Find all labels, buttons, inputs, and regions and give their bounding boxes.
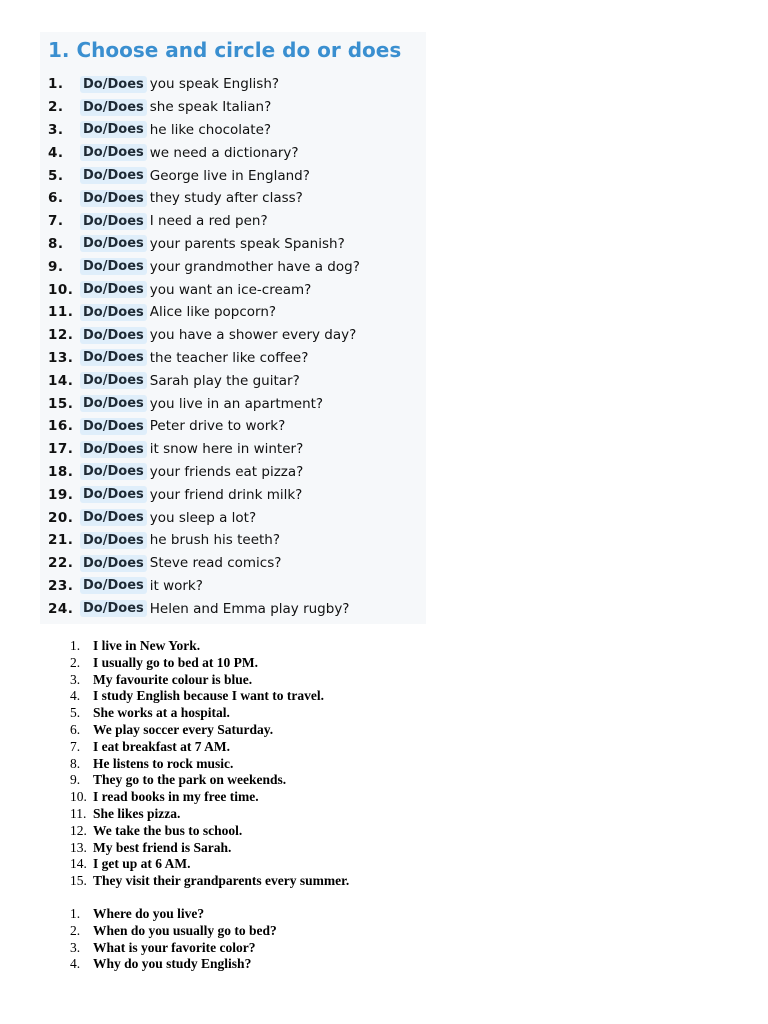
list-number: 15. xyxy=(70,873,87,889)
question-text: she speak Italian? xyxy=(149,99,272,116)
item-number: 3. xyxy=(48,121,64,138)
list-text: My favourite colour is blue. xyxy=(93,671,253,687)
item-number: 21. xyxy=(48,532,74,549)
worksheet-row xyxy=(40,141,360,164)
list-text: I live in New York. xyxy=(93,638,201,653)
sentence-item xyxy=(70,655,349,672)
question-text: I need a red pen? xyxy=(149,213,268,230)
item-number: 23. xyxy=(48,577,74,594)
item-number: 15. xyxy=(48,395,74,412)
question-text: it work? xyxy=(149,577,203,594)
questions-list xyxy=(70,906,277,973)
question-text: you want an ice-cream? xyxy=(149,281,312,298)
list-number: 4. xyxy=(70,956,81,972)
list-number: 11. xyxy=(70,805,87,821)
do-does-choice: Do/Does xyxy=(80,372,147,389)
question-text: he brush his teeth? xyxy=(149,532,281,549)
worksheet-row xyxy=(40,210,360,233)
worksheet-row xyxy=(40,301,360,324)
item-number: 11. xyxy=(48,304,74,321)
worksheet-row xyxy=(40,255,360,278)
item-number: 24. xyxy=(48,600,74,617)
list-text: I eat breakfast at 7 AM. xyxy=(93,738,230,754)
do-does-choice: Do/Does xyxy=(80,281,147,298)
worksheet-row xyxy=(40,96,360,119)
worksheet-row xyxy=(40,575,360,598)
question-item xyxy=(70,940,277,957)
list-text: I read books in my free time. xyxy=(93,789,259,805)
sentence-item xyxy=(70,789,349,806)
item-number: 14. xyxy=(48,372,74,389)
worksheet-row xyxy=(40,324,360,347)
question-text: Sarah play the guitar? xyxy=(149,372,300,389)
do-does-choice: Do/Does xyxy=(80,509,147,526)
question-text: Peter drive to work? xyxy=(149,418,286,435)
list-number: 2. xyxy=(70,654,81,670)
list-text: We play soccer every Saturday. xyxy=(93,721,274,737)
worksheet-question-list xyxy=(40,73,360,620)
worksheet-row xyxy=(40,347,360,370)
list-text: What is your favorite color? xyxy=(93,939,256,955)
worksheet-row xyxy=(40,278,360,301)
worksheet-row xyxy=(40,233,360,256)
question-text: your parents speak Spanish? xyxy=(149,235,345,252)
list-number: 3. xyxy=(70,939,81,955)
list-text: They go to the park on weekends. xyxy=(93,772,287,788)
item-number: 4. xyxy=(48,144,64,161)
do-does-choice: Do/Does xyxy=(80,577,147,594)
do-does-choice: Do/Does xyxy=(80,258,147,275)
do-does-choice: Do/Does xyxy=(80,486,147,503)
sentence-item xyxy=(70,705,349,722)
list-number: 5. xyxy=(70,705,81,721)
worksheet-image xyxy=(40,32,426,624)
list-number: 12. xyxy=(70,822,87,838)
sentence-item xyxy=(70,873,349,890)
item-number: 1. xyxy=(48,76,64,93)
list-text: I study English because I want to travel. xyxy=(93,688,325,704)
do-does-choice: Do/Does xyxy=(80,532,147,549)
do-does-choice: Do/Does xyxy=(80,395,147,412)
worksheet-row xyxy=(40,119,360,142)
question-text: he like chocolate? xyxy=(149,121,272,138)
list-number: 7. xyxy=(70,738,81,754)
list-text: Where do you live? xyxy=(93,906,205,921)
do-does-choice: Do/Does xyxy=(80,463,147,480)
sentence-item xyxy=(70,806,349,823)
question-text: we need a dictionary? xyxy=(149,144,299,161)
do-does-choice: Do/Does xyxy=(80,441,147,458)
list-text: He listens to rock music. xyxy=(93,755,234,771)
question-text: you speak English? xyxy=(149,76,280,93)
question-text: your friends eat pizza? xyxy=(149,463,304,480)
do-does-choice: Do/Does xyxy=(80,144,147,161)
sentence-item xyxy=(70,856,349,873)
do-does-choice: Do/Does xyxy=(80,190,147,207)
list-text: I get up at 6 AM. xyxy=(93,856,191,872)
list-text: They visit their grandparents every summer. xyxy=(93,873,350,889)
do-does-choice: Do/Does xyxy=(80,235,147,252)
question-text: Helen and Emma play rugby? xyxy=(149,600,350,617)
item-number: 12. xyxy=(48,327,74,344)
sentence-item xyxy=(70,823,349,840)
item-number: 10. xyxy=(48,281,74,298)
worksheet-row xyxy=(40,506,360,529)
list-number: 14. xyxy=(70,856,87,872)
item-number: 19. xyxy=(48,486,74,503)
item-number: 20. xyxy=(48,509,74,526)
worksheet-row xyxy=(40,415,360,438)
worksheet-row xyxy=(40,164,360,187)
answer-sentences-list xyxy=(70,638,349,890)
do-does-choice: Do/Does xyxy=(80,99,147,116)
sentence-item xyxy=(70,840,349,857)
do-does-choice: Do/Does xyxy=(80,327,147,344)
question-text: you have a shower every day? xyxy=(149,327,357,344)
sentence-item xyxy=(70,688,349,705)
question-text: the teacher like coffee? xyxy=(149,349,309,366)
list-text: She likes pizza. xyxy=(93,805,181,821)
list-text: My best friend is Sarah. xyxy=(93,839,232,855)
list-text: We take the bus to school. xyxy=(93,822,243,838)
item-number: 5. xyxy=(48,167,64,184)
item-number: 13. xyxy=(48,349,74,366)
item-number: 2. xyxy=(48,99,64,116)
item-number: 8. xyxy=(48,235,64,252)
sentence-item xyxy=(70,739,349,756)
do-does-choice: Do/Does xyxy=(80,304,147,321)
do-does-choice: Do/Does xyxy=(80,167,147,184)
question-text: George live in England? xyxy=(149,167,310,184)
sentence-item xyxy=(70,638,349,655)
worksheet-row xyxy=(40,483,360,506)
worksheet-row xyxy=(40,597,360,620)
do-does-choice: Do/Does xyxy=(80,76,147,93)
sentence-item xyxy=(70,672,349,689)
do-does-choice: Do/Does xyxy=(80,213,147,230)
list-number: 3. xyxy=(70,671,81,687)
list-number: 4. xyxy=(70,688,81,704)
question-text: you live in an apartment? xyxy=(149,395,324,412)
do-does-choice: Do/Does xyxy=(80,349,147,366)
list-text: She works at a hospital. xyxy=(93,705,230,721)
question-text: your friend drink milk? xyxy=(149,486,303,503)
question-text: they study after class? xyxy=(149,190,303,207)
do-does-choice: Do/Does xyxy=(80,121,147,138)
worksheet-row xyxy=(40,73,360,96)
sentence-item xyxy=(70,722,349,739)
list-text: Why do you study English? xyxy=(93,956,252,972)
worksheet-row xyxy=(40,552,360,575)
worksheet-row xyxy=(40,369,360,392)
list-number: 8. xyxy=(70,755,81,771)
question-text: Alice like popcorn? xyxy=(149,304,277,321)
list-number: 10. xyxy=(70,789,87,805)
sentence-item xyxy=(70,772,349,789)
do-does-choice: Do/Does xyxy=(80,418,147,435)
item-number: 18. xyxy=(48,463,74,480)
question-item xyxy=(70,923,277,940)
worksheet-row xyxy=(40,461,360,484)
worksheet-title: 1. Choose and circle do or does xyxy=(48,38,402,62)
list-text: I usually go to bed at 10 PM. xyxy=(93,654,259,670)
list-number: 1. xyxy=(70,906,81,921)
item-number: 7. xyxy=(48,213,64,230)
worksheet-row xyxy=(40,392,360,415)
question-text: your grandmother have a dog? xyxy=(149,258,360,275)
question-item xyxy=(70,956,277,973)
list-text: When do you usually go to bed? xyxy=(93,922,277,938)
worksheet-row xyxy=(40,529,360,552)
worksheet-row xyxy=(40,438,360,461)
list-number: 1. xyxy=(70,638,81,653)
question-text: it snow here in winter? xyxy=(149,441,304,458)
question-text: Steve read comics? xyxy=(149,555,282,572)
list-number: 6. xyxy=(70,721,81,737)
item-number: 16. xyxy=(48,418,74,435)
worksheet-row xyxy=(40,187,360,210)
sentence-item xyxy=(70,756,349,773)
list-number: 2. xyxy=(70,922,81,938)
question-item xyxy=(70,906,277,923)
question-text: you sleep a lot? xyxy=(149,509,257,526)
item-number: 22. xyxy=(48,555,74,572)
do-does-choice: Do/Does xyxy=(80,555,147,572)
do-does-choice: Do/Does xyxy=(80,600,147,617)
item-number: 6. xyxy=(48,190,64,207)
list-number: 13. xyxy=(70,839,87,855)
item-number: 17. xyxy=(48,441,74,458)
list-number: 9. xyxy=(70,772,81,788)
item-number: 9. xyxy=(48,258,64,275)
